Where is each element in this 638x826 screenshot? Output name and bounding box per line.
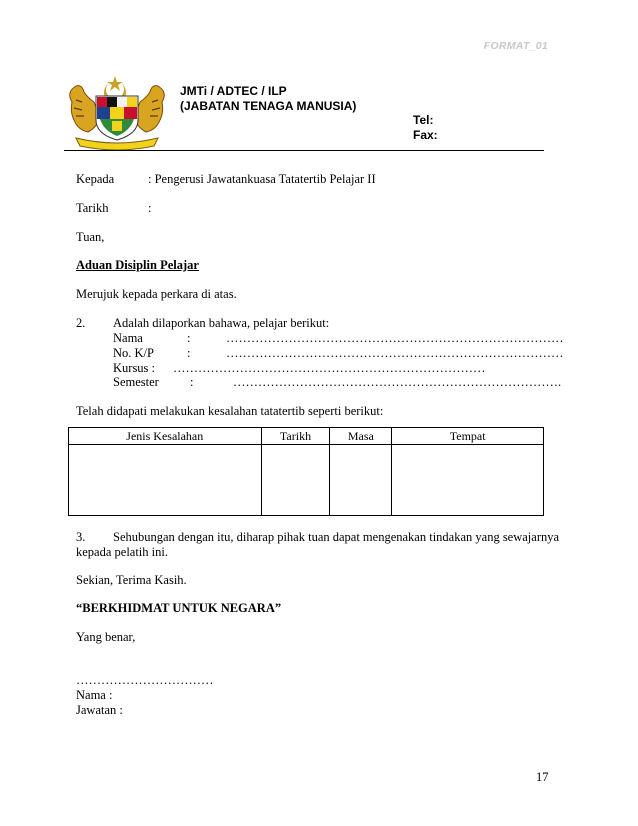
motto: “BERKHIDMAT UNTUK NEGARA” [76,601,282,615]
page-number: 17 [536,770,549,784]
nama-label: Nama : [76,688,113,702]
col-header-tarikh: Tarikh [261,428,330,445]
signature-line: …………………………… [76,673,214,687]
yang-benar: Yang benar, [76,630,136,644]
table-cell[interactable] [261,445,330,516]
para3-line1: Sehubungan dengan itu, diharap pihak tuan dapat mengenakan tindakan yang sewajarnya [113,530,560,544]
col-header-jenis-kesalahan: Jenis Kesalahan [69,428,262,445]
header-divider [64,150,544,151]
found-text: Telah didapati melakukan kesalahan tatatertib seperti berikut: [76,404,384,418]
field-semester-colon: : [190,375,194,389]
coat-of-arms-logo [62,74,172,150]
salutation: Tuan, [76,230,105,244]
org-department: (JABATAN TENAGA MANUSIA) [180,99,357,113]
field-nama-label: Nama [113,331,143,345]
field-nama-colon: : [187,331,191,345]
field-nama-dots: ……………………………………………………………………… [226,331,564,345]
jawatan-label: Jawatan : [76,703,123,717]
para2-text: Adalah dilaporkan bahawa, pelajar berikut: [113,316,330,330]
closing-text: Sekian, Terima Kasih. [76,573,187,587]
table-cell[interactable] [69,445,262,516]
para2-number: 2. [76,316,86,330]
para3-number: 3. [76,530,86,544]
col-header-tempat: Tempat [392,428,544,445]
tarikh-label: Tarikh [76,201,109,215]
kepada-label: Kepada [76,172,115,186]
kepada-value: : Pengerusi Jawatankuasa Tatatertib Pelajar II [148,172,376,186]
format-label: FORMAT_01 [483,40,548,52]
field-semester-label: Semester [113,375,159,389]
field-kp-label: No. K/P [113,346,154,360]
para3-line2: kepada pelatih ini. [76,545,168,559]
table-cell[interactable] [330,445,392,516]
fax-label: Fax: [413,128,438,142]
table-row [69,445,544,516]
field-kp-colon: : [187,346,191,360]
table-cell[interactable] [392,445,544,516]
offense-table [68,427,544,516]
subject-heading: Aduan Disiplin Pelajar [76,258,199,272]
tarikh-value: : [148,201,152,215]
offense-table-header [69,428,544,445]
field-kursus-label: Kursus : [113,361,156,375]
field-kp-dots: ……………………………………………………………………… [226,346,564,360]
field-semester-dots: ……………………………………………………………………. [233,375,562,389]
field-kursus-dots: ………………………………………………………………… [173,361,486,375]
tel-label: Tel: [413,113,434,127]
col-header-masa: Masa [330,428,392,445]
intro-text: Merujuk kepada perkara di atas. [76,287,237,301]
org-name: JMTi / ADTEC / ILP [180,84,287,98]
